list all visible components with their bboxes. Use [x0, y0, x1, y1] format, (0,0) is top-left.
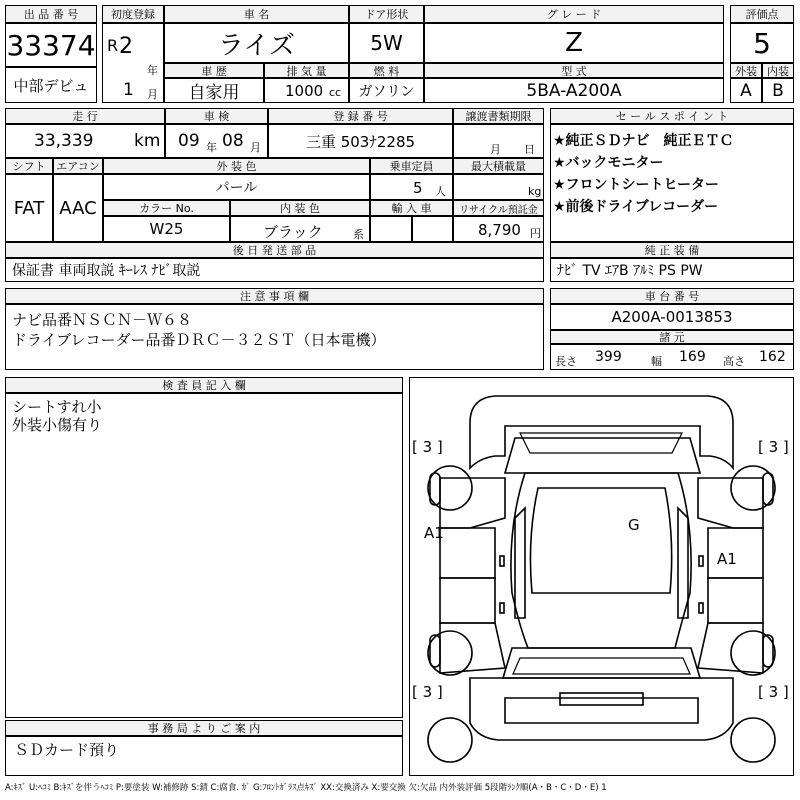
specs-label: 諸 元 [550, 330, 794, 344]
chassis-label: 車 台 番 号 [550, 288, 794, 304]
equipment-value: ﾅﾋﾞ TV ｴｱB ｱﾙﾐ PS PW [550, 258, 794, 282]
sales-point-2: ★バックモニター [553, 155, 664, 171]
first-registration-box [102, 23, 164, 103]
first-registration-label: 初度登録 [102, 5, 164, 23]
width-value: 169 [679, 349, 706, 365]
notes-label: 注 意 事 項 欄 [5, 288, 544, 304]
interior-color-unit: 系 [353, 228, 364, 241]
mileage-box [5, 124, 165, 158]
score-label: 評価点 [730, 5, 794, 23]
car-outline [410, 378, 793, 775]
transfer-doc-box [453, 124, 544, 158]
debut-label: 中部デビュ [5, 67, 97, 103]
year-unit: 年 [147, 64, 158, 77]
displacement-label: 排 気 量 [264, 63, 349, 78]
inspection-label: 車 検 [165, 108, 268, 124]
chassis-value: A200A-0013853 [550, 304, 794, 330]
inspector-line-2: 外装小傷有り [12, 416, 103, 434]
registration-year: 2 [119, 34, 133, 59]
interior-color-label: 内 装 色 [230, 200, 370, 216]
capacity-label: 乗車定員 [370, 158, 453, 174]
capacity-box [370, 174, 453, 200]
sales-point-4: ★前後ドライブレコーダー [553, 199, 719, 215]
recycle-label: リサイクル預託金 [453, 200, 544, 216]
displacement-box [264, 78, 349, 103]
history-value: 自家用 [164, 78, 264, 103]
damage-mark-left: A1 [424, 524, 444, 542]
lot-number-value: 33374 [5, 23, 97, 67]
inspection-year-unit: 年 [206, 141, 217, 154]
fuel-value: ガソリン [349, 78, 424, 103]
plate-label: 登 録 番 号 [268, 108, 453, 124]
office-label: 事 務 局 よ り ご 案 内 [5, 720, 403, 736]
recycle-box [453, 216, 544, 242]
post-parts-value: 保証書 車両取説 ｷｰﾚｽ ﾅﾋﾞ取説 [5, 258, 544, 282]
sales-points-label: セ ー ル ス ポ イ ン ト [550, 108, 794, 124]
post-parts-label: 後 日 発 送 部 品 [5, 242, 544, 258]
inspection-year: 09 [178, 131, 200, 151]
shift-label: シフト [5, 158, 53, 174]
transfer-day-unit: 日 [524, 143, 535, 156]
score-value: 5 [730, 23, 794, 63]
plate-value: 三重 503ﾅ2285 [268, 124, 453, 158]
length-value: 399 [595, 349, 622, 365]
capacity-unit: 人 [435, 185, 446, 198]
displacement-value: 1000 [285, 82, 324, 100]
transfer-month-unit: 月 [490, 143, 501, 156]
grade-label: グ レ ー ド [424, 5, 724, 23]
month-unit: 月 [147, 88, 158, 101]
car-name-value: ライズ [164, 23, 349, 63]
equipment-label: 純 正 装 備 [550, 242, 794, 258]
mileage-label: 走 行 [5, 108, 165, 124]
tire-rear-left: [ 3 ] [412, 683, 443, 701]
office-box [5, 736, 403, 776]
ac-label: エアコン [53, 158, 103, 174]
interior-color-box [230, 216, 370, 242]
model-value: 5BA-A200A [424, 78, 724, 103]
sales-points-box [550, 124, 794, 242]
tire-rear-right: [ 3 ] [758, 683, 789, 701]
tire-front-right: [ 3 ] [758, 438, 789, 456]
color-number-value: W25 [103, 216, 230, 242]
car-name-label: 車 名 [164, 5, 349, 23]
color-number-label: カラー No. [103, 200, 230, 216]
recycle-unit: 円 [530, 227, 541, 240]
registration-month: 1 [123, 80, 134, 100]
exterior-color-label: 外 装 色 [103, 158, 370, 174]
interior-color-value: ブラック [263, 223, 323, 241]
history-label: 車 歴 [164, 63, 264, 78]
max-load-unit: kg [528, 185, 542, 198]
inspector-box [5, 393, 403, 718]
capacity-value: 5 [413, 179, 423, 197]
shift-value: FAT [5, 174, 53, 242]
era: R [107, 36, 119, 55]
displacement-unit: cc [329, 86, 342, 99]
door-label: ドア形状 [349, 5, 424, 23]
legend-text: A:ｷｽﾞ U:ﾍｺﾐ B:ｷｽﾞを伴うﾍｺﾐ P:要塗装 W:補修跡 S:錆 C:腐食. ｶﾞ G:ﾌﾛﾝﾄｶﾞﾗｽ点ｷｽﾞ XX:交換済み X:要交換 欠:欠品 内外装評価 5段階ﾗﾝｸ順(A・B・C・D・E) 1 [5, 783, 607, 793]
inspection-box [165, 124, 268, 158]
model-label: 型 式 [424, 63, 724, 78]
exterior-score-label: 外装 [730, 63, 762, 78]
import-box-a [370, 216, 412, 242]
height-label: 高さ [723, 355, 745, 368]
sales-point-1: ★純正ＳＤナビ 純正ＥＴＣ [553, 133, 734, 149]
fuel-label: 燃 料 [349, 63, 424, 78]
lot-number-label: 出 品 番 号 [5, 5, 97, 23]
car-diagram [409, 377, 794, 776]
damage-mark-glass: G [628, 516, 640, 534]
notes-line-1: ナビ品番ＮＳＣＮ－Ｗ６８ [12, 311, 193, 329]
import-label: 輸 入 車 [370, 200, 453, 216]
max-load-label: 最大積載量 [453, 158, 544, 174]
mileage-unit: km [134, 131, 161, 151]
interior-score-label: 内装 [762, 63, 794, 78]
inspection-month-unit: 月 [250, 141, 261, 154]
transfer-doc-label: 譲渡書類期限 [453, 108, 544, 124]
exterior-color-value: パール [103, 174, 370, 200]
import-box-b [412, 216, 453, 242]
office-value: ＳＤカード預り [14, 741, 120, 759]
height-value: 162 [759, 349, 786, 365]
inspector-line-1: シートすれ小 [12, 398, 102, 416]
grade-value: Z [424, 23, 724, 63]
exterior-score-value: A [730, 78, 762, 103]
tire-front-left: [ 3 ] [412, 438, 443, 456]
notes-box [5, 304, 544, 370]
damage-mark-right: A1 [717, 550, 737, 568]
inspection-month: 08 [222, 131, 244, 151]
length-label: 長さ [555, 355, 577, 368]
interior-score-value: B [762, 78, 794, 103]
recycle-value: 8,790 [478, 221, 521, 239]
inspector-label: 検 査 員 記 入 欄 [5, 377, 403, 393]
sales-point-3: ★フロントシートヒーター [553, 177, 719, 193]
mileage-value: 33,339 [34, 131, 94, 151]
notes-line-2: ドライブレコーダー品番ＤＲＣ－３２ＳＴ（日本電機） [12, 331, 386, 349]
width-label: 幅 [651, 355, 662, 368]
ac-value: AAC [53, 174, 103, 242]
max-load-box [453, 174, 544, 200]
door-value: 5W [349, 23, 424, 63]
specs-box [550, 344, 794, 370]
